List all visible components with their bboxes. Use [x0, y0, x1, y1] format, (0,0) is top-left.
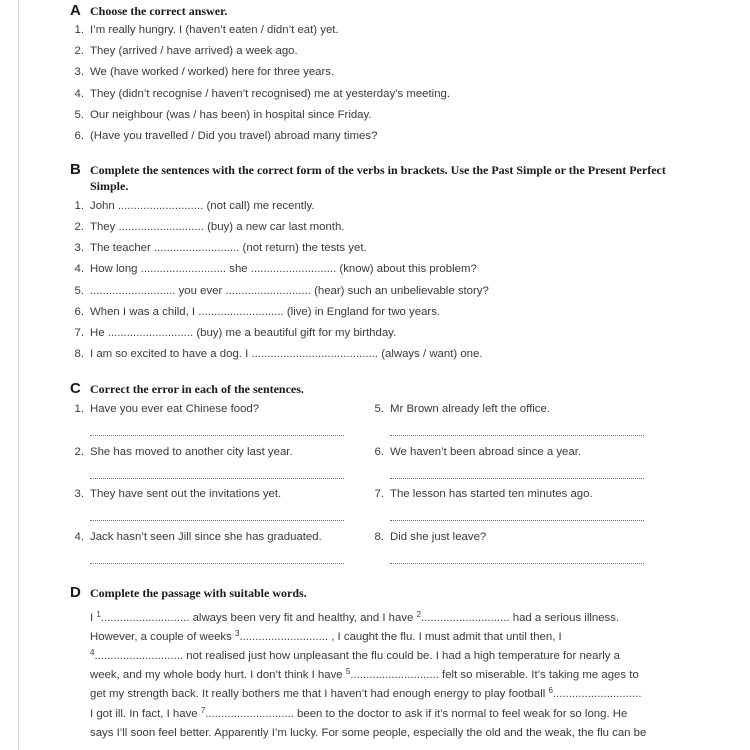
- passage-text: week, and my whole body hurt. I don’t think I have: [90, 669, 346, 681]
- item-text: I am so excited to have a dog. I ........................................ (always / want) one.: [90, 348, 483, 360]
- item-text: We (have worked / worked) here for three years.: [90, 66, 335, 78]
- item-text: Did she just leave?: [390, 531, 487, 543]
- item-number: 6.: [374, 446, 384, 458]
- item-text: They (didn’t recognise / haven’t recognised) me at yesterday’s meeting.: [90, 88, 451, 100]
- section-d-title: Complete the passage with suitable words.: [90, 586, 307, 600]
- passage-line: [90, 708, 627, 720]
- answer-line: [90, 563, 344, 564]
- item-text: (Have you travelled / Did you travel) abroad many times?: [90, 130, 378, 142]
- gap-number: 4: [90, 648, 95, 657]
- item-text: Jack hasn’t seen Jill since she has graduated.: [90, 531, 322, 543]
- item-number: 4.: [74, 88, 84, 100]
- passage-line: [90, 631, 562, 643]
- item-text: Our neighbour (was / has been) in hospital since Friday.: [90, 109, 372, 121]
- answer-line: [390, 478, 644, 479]
- item-text: The teacher ........................... (not return) the tests yet.: [90, 242, 367, 254]
- answer-line: [90, 435, 344, 436]
- passage-text: However, a couple of weeks: [90, 631, 235, 643]
- item-text: They (arrived / have arrived) a week ago.: [90, 45, 298, 57]
- item-number: 2.: [74, 446, 84, 458]
- answer-line: [90, 478, 344, 479]
- passage-text: ............................ been to the doctor to ask if it’s normal to feel weak for so long. He: [205, 708, 628, 720]
- item-text: He ........................... (buy) me a beautiful gift for my birthday.: [90, 327, 397, 339]
- gap-number: 6: [548, 686, 553, 695]
- item-number: 3.: [74, 488, 84, 500]
- answer-line: [390, 520, 644, 521]
- gap-number: 3: [235, 629, 240, 638]
- item-text: I’m really hungry. I (haven’t eaten / didn’t eat) yet.: [90, 24, 339, 36]
- section-a-title: Choose the correct answer.: [90, 4, 228, 18]
- passage-text: ............................: [552, 688, 642, 700]
- passage-text: ............................ felt so miserable. It’s taking me ages to: [350, 669, 639, 681]
- gap-number: 2: [416, 610, 421, 619]
- item-text: They have sent out the invitations yet.: [90, 488, 282, 500]
- passage-text: ............................ always been very fit and healthy, and I have: [100, 612, 417, 624]
- section-a-letter: A: [70, 2, 81, 19]
- passage-line: [90, 688, 642, 700]
- passage-text: ............................ not realised just how unpleasant the flu could be. I had a high temperature for nearly a: [94, 650, 620, 662]
- item-number: 4.: [74, 263, 84, 275]
- item-text: When I was a child, I ........................... (live) in England for two years.: [90, 306, 441, 318]
- answer-line: [90, 520, 344, 521]
- section-b-letter: B: [70, 161, 81, 178]
- section-b-title: Complete the sentences with the correct form of the verbs in brackets. Use the Past Simple or the Present Perfect Simple.: [90, 163, 666, 193]
- page-edge: [18, 0, 19, 750]
- item-number: 1.: [74, 403, 84, 415]
- gap-number: 5: [345, 667, 351, 676]
- answer-line: [390, 563, 644, 564]
- item-number: 3.: [74, 242, 84, 254]
- item-text: John ........................... (not call) me recently.: [90, 200, 315, 212]
- item-text: The lesson has started ten minutes ago.: [390, 488, 593, 500]
- item-text: Have you ever eat Chinese food?: [90, 403, 260, 415]
- item-text: How long ........................... she ........................... (know) about this problem?: [90, 263, 477, 275]
- item-number: 8.: [74, 348, 84, 360]
- item-number: 4.: [74, 531, 84, 543]
- item-number: 7.: [374, 488, 384, 500]
- item-number: 1.: [74, 200, 84, 212]
- passage-line: [90, 727, 646, 739]
- item-number: 5.: [374, 403, 384, 415]
- item-text: She has moved to another city last year.: [90, 446, 293, 458]
- passage-line: [90, 669, 639, 681]
- section-c-letter: C: [70, 380, 81, 397]
- item-number: 6.: [74, 306, 84, 318]
- item-text: Mr Brown already left the office.: [390, 403, 550, 415]
- item-number: 2.: [74, 45, 84, 57]
- item-text: They ........................... (buy) a new car last month.: [90, 221, 345, 233]
- gap-number: 1: [96, 610, 101, 619]
- section-c-title: Correct the error in each of the sentences.: [90, 382, 304, 396]
- item-text: ........................... you ever ........................... (hear) such an unbelievable story?: [90, 285, 489, 297]
- answer-line: [390, 435, 644, 436]
- gap-number: 7: [200, 706, 206, 715]
- item-number: 5.: [74, 285, 84, 297]
- passage-text: ............................ , I caught the flu. I must admit that until then, I: [239, 631, 562, 643]
- section-d-letter: D: [70, 584, 81, 601]
- passage-text: I got ill. In fact, I have: [90, 708, 201, 720]
- passage-line: [90, 612, 619, 624]
- passage-text: get my strength back. It really bothers me that I haven’t had enough energy to play football: [90, 688, 549, 700]
- item-number: 6.: [74, 130, 84, 142]
- passage-line: [90, 650, 620, 662]
- item-text: We haven’t been abroad since a year.: [390, 446, 582, 458]
- item-number: 1.: [74, 24, 84, 36]
- passage-text: ............................ had a serious illness.: [420, 612, 620, 624]
- item-number: 3.: [74, 66, 84, 78]
- item-number: 5.: [74, 109, 84, 121]
- item-number: 8.: [374, 531, 384, 543]
- passage-text: I: [90, 612, 97, 624]
- passage-text: says I’ll soon feel better. Apparently I’m lucky. For some people, especially the old and the weak, the flu can be: [90, 727, 647, 739]
- item-number: 7.: [74, 327, 84, 339]
- item-number: 2.: [74, 221, 84, 233]
